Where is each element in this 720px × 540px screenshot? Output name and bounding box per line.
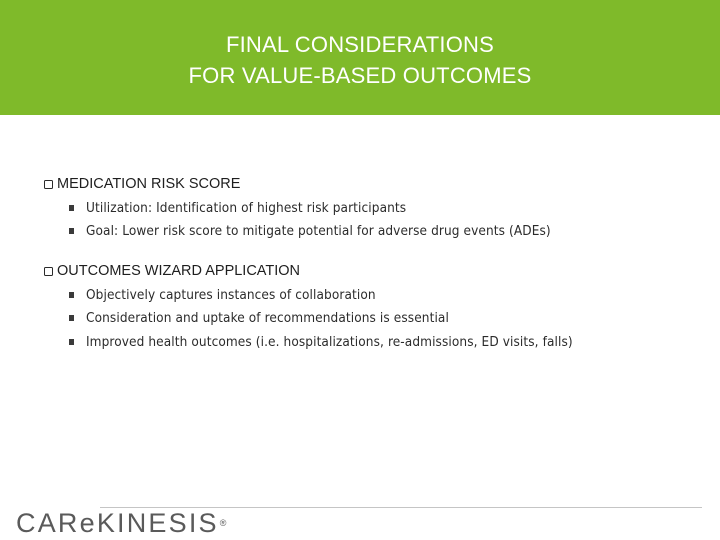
list-item-text: Goal: Lower risk score to mitigate potential for adverse drug events (ADEs) bbox=[86, 223, 551, 240]
section-heading-text: MEDICATION RISK SCORE bbox=[57, 176, 241, 192]
carekinesis-logo bbox=[16, 508, 229, 538]
square-bullet-icon bbox=[69, 205, 74, 211]
logo-wordmark-inesis: INESIS bbox=[117, 508, 219, 538]
list-item bbox=[44, 220, 694, 244]
checkbox-bullet-icon bbox=[44, 267, 53, 276]
section-heading bbox=[44, 172, 694, 196]
square-bullet-icon bbox=[69, 228, 74, 234]
checkbox-bullet-icon bbox=[44, 180, 53, 189]
title-banner bbox=[0, 0, 720, 115]
section-outcomes-wizard bbox=[44, 259, 694, 354]
registered-mark: ® bbox=[219, 518, 229, 528]
list-item-text: Improved health outcomes (i.e. hospitalizations, re-admissions, ED visits, falls) bbox=[86, 333, 573, 350]
section-heading bbox=[44, 259, 694, 283]
slide-title-line-1: FINAL CONSIDERATIONS bbox=[225, 32, 495, 57]
list-item bbox=[44, 330, 694, 354]
section-heading-text: OUTCOMES WIZARD APPLICATION bbox=[57, 263, 301, 279]
slide-title-line-2: FOR VALUE-BASED OUTCOMES bbox=[188, 63, 532, 88]
logo-wordmark-care: CAReK bbox=[16, 508, 118, 538]
square-bullet-icon bbox=[69, 339, 74, 345]
square-bullet-icon bbox=[69, 315, 74, 321]
bullet-list bbox=[44, 283, 694, 354]
square-bullet-icon bbox=[69, 292, 74, 298]
section-medication-risk-score bbox=[44, 172, 694, 243]
bullet-list bbox=[44, 196, 694, 243]
list-item bbox=[44, 307, 694, 331]
list-item-text: Objectively captures instances of collaboration bbox=[86, 286, 376, 303]
list-item bbox=[44, 196, 694, 220]
list-item-text: Utilization: Identification of highest risk participants bbox=[86, 199, 407, 216]
list-item bbox=[44, 283, 694, 307]
slide-content bbox=[44, 172, 694, 370]
list-item-text: Consideration and uptake of recommendations is essential bbox=[86, 310, 449, 327]
